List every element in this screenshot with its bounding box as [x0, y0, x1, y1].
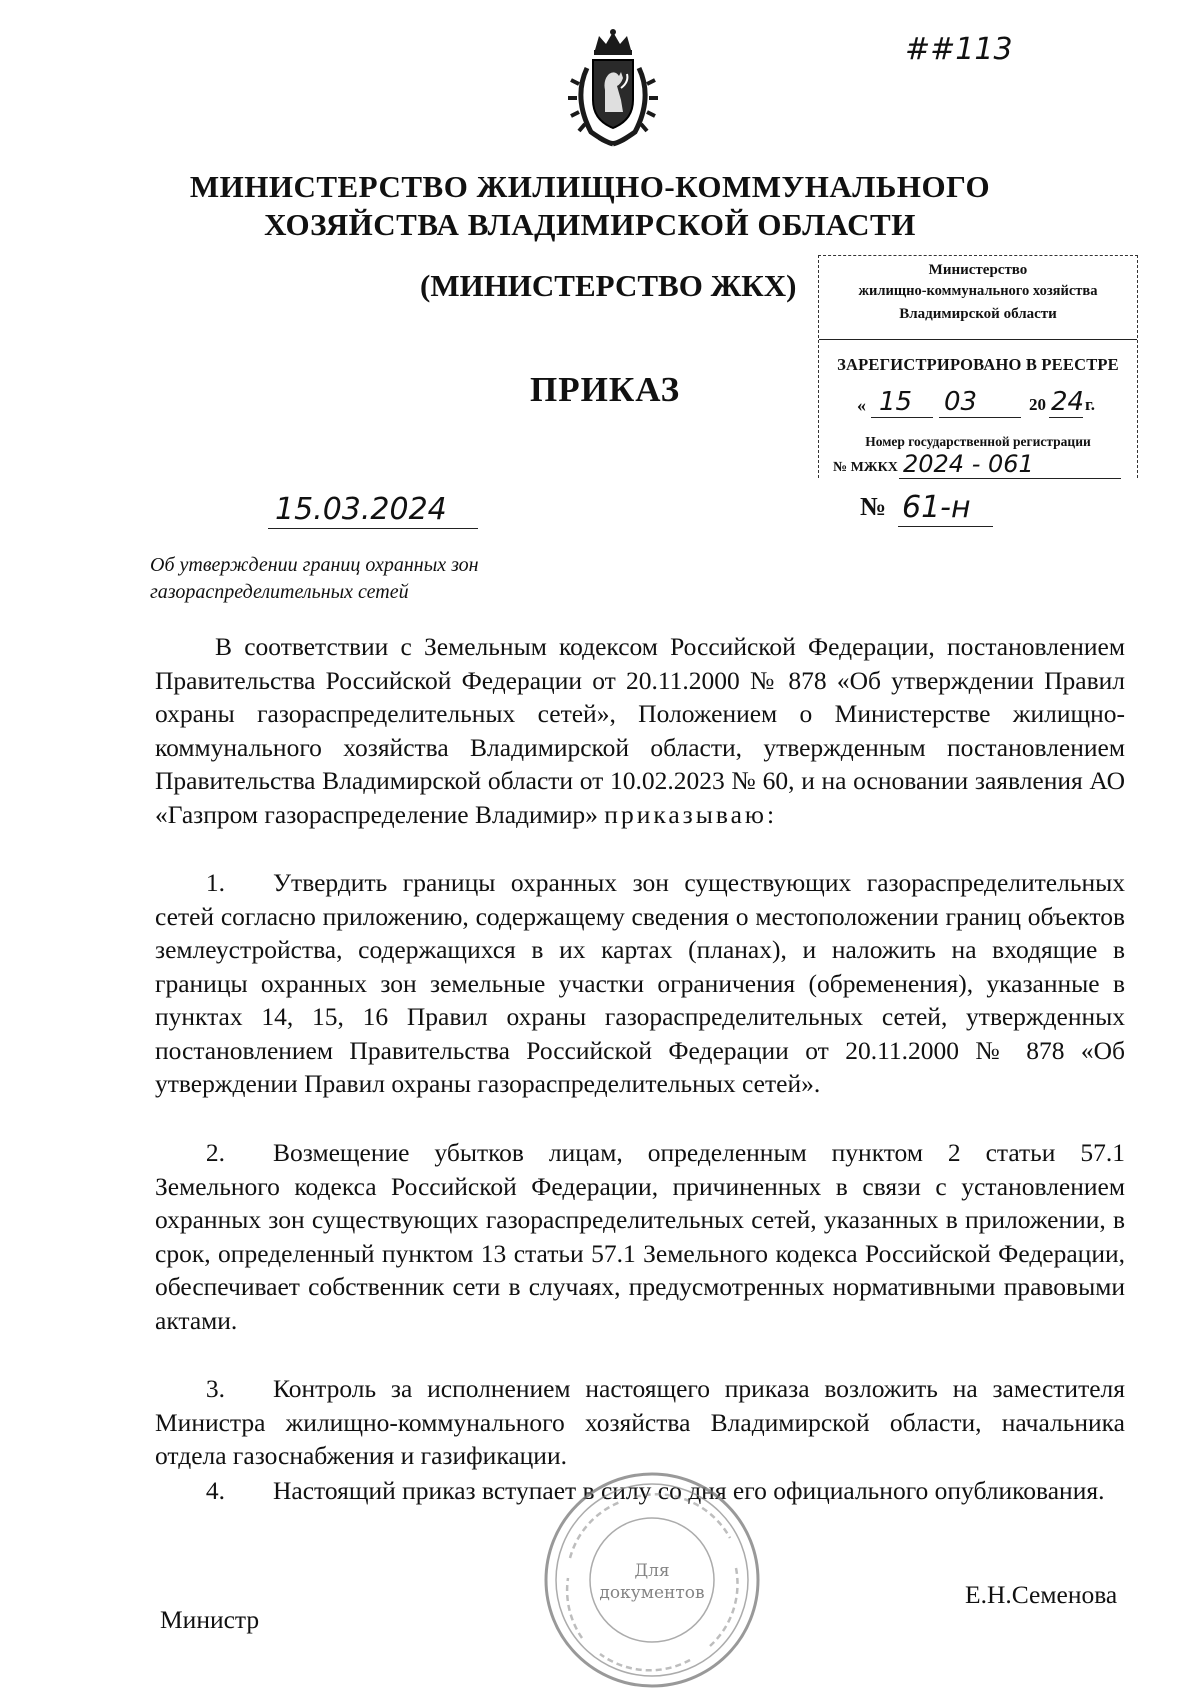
item3-text: Контроль за исполнением настоящего приказа возложить на заместителя Министра жилищно-коммунального хозяйства Владимирской области, начальника отдела газоснабжения и газификации.: [155, 1374, 1125, 1470]
signer-name: Е.Н.Семенова: [965, 1580, 1118, 1609]
document-type-title: ПРИКАЗ: [530, 370, 681, 409]
item2-text: Возмещение убытков лицам, определенным пунктом 2 статьи 57.1 Земельного кодекса Российской Федерации, причиненных в связи с установлением охранных зон существующих газораспределительных сетей, указанных в приложении, в срок, определенный пунктом 13 статьи 57.1 Земельного кодекса Российской Федерации, обеспечивает собственник сети в случаях, предусмотренных нормативными правовыми актами.: [155, 1138, 1125, 1335]
registration-stamp: [818, 255, 1138, 478]
document-date-underline: [268, 528, 478, 529]
reg-date-year-suffix: 24: [1051, 387, 1085, 417]
preamble-text: В соответствии с Земельным кодексом Российской Федерации, постановлением Правительства Российской Федерации от 20.11.2000 № 878 «Об утверждении Правил охраны газораспределительных сетей», Положением о Министерстве жилищно-коммунального хозяйства Владимирской области, утвержденным постановлением Правительства Владимирской области от 10.02.2023 № 60, и на основании заявления АО «Газпром газораспределение Владимир»: [155, 632, 1125, 829]
reg-date-row: [819, 387, 1137, 421]
reg-date-day: 15: [879, 387, 913, 417]
subject-line2: газораспределительных сетей: [150, 581, 409, 603]
reg-number-value: 2024 - 061: [903, 450, 1034, 478]
item3-number: 3.: [205, 1374, 225, 1403]
reg-number-label: Номер государственной регистрации: [865, 434, 1091, 449]
ministry-title: [160, 168, 1020, 244]
ministry-title-line2: ХОЗЯЙСТВА ВЛАДИМИРСКОЙ ОБЛАСТИ: [264, 207, 916, 242]
item1-number: 1.: [205, 868, 225, 897]
reg-registered-label: ЗАРЕГИСТРИРОВАНО В РЕЕСТРЕ: [837, 355, 1119, 374]
handwritten-note: ##113: [905, 32, 1013, 67]
subject-line1: Об утверждении границ охранных зон: [150, 554, 479, 576]
document-number-value: 61-н: [902, 490, 971, 525]
item4-text: Настоящий приказ вступает в силу со дня его официального опубликования.: [273, 1476, 1105, 1505]
order-item-3: [155, 1372, 1125, 1473]
reg-date-year-prefix: 20: [1029, 395, 1046, 414]
reg-date-suffix: г.: [1085, 395, 1096, 414]
document-date: 15.03.2024: [275, 492, 447, 527]
reg-number-prefix: № МЖКХ: [833, 460, 898, 475]
order-item-2: [155, 1136, 1125, 1337]
ministry-short-name: (МИНИСТЕРСТВО ЖКХ): [420, 268, 797, 303]
document-number-underline: [898, 526, 993, 527]
order-item-1: [155, 866, 1125, 1101]
signer-title: Министр: [160, 1605, 260, 1634]
seal-center-line1: Для: [634, 1561, 670, 1581]
item1-text: Утвердить границы охранных зон существующих газораспределительных сетей согласно приложению, содержащему сведения о местоположении границ объектов землеустройства, содержащихся в их картах (планах), и наложить на входящие в границы охранных зон земельные участки ограничения (обременения), указанные в пунктах 14, 15, 16 Правил охраны газораспределительных сетей, утвержденных постановлением Правительства Российской Федерации от 20.11.2000 № 878 «Об утверждении Правил охраны газораспределительных сетей».: [155, 868, 1125, 1098]
reg-date-month: 03: [944, 387, 978, 417]
item4-number: 4.: [205, 1476, 225, 1505]
reg-org-line2: жилищно-коммунального хозяйства: [858, 283, 1098, 299]
reg-org-line3: Владимирской области: [899, 306, 1057, 322]
coat-of-arms-emblem: [565, 28, 661, 148]
round-seal: [540, 1468, 765, 1693]
reg-divider: [819, 339, 1137, 340]
reg-number-row: [833, 450, 1129, 484]
ministry-title-line1: МИНИСТЕРСТВО ЖИЛИЩНО-КОММУНАЛЬНОГО: [189, 169, 991, 204]
document-number-label: №: [860, 492, 887, 521]
preamble-paragraph: [155, 630, 1125, 831]
seal-center-line2: документов: [599, 1583, 705, 1603]
document-subject: [150, 552, 710, 606]
reg-org-line1: Министерство: [928, 262, 1028, 278]
reg-date-open-quote: «: [857, 395, 866, 415]
item2-number: 2.: [205, 1138, 225, 1167]
preamble-order-word: приказываю:: [604, 799, 778, 829]
